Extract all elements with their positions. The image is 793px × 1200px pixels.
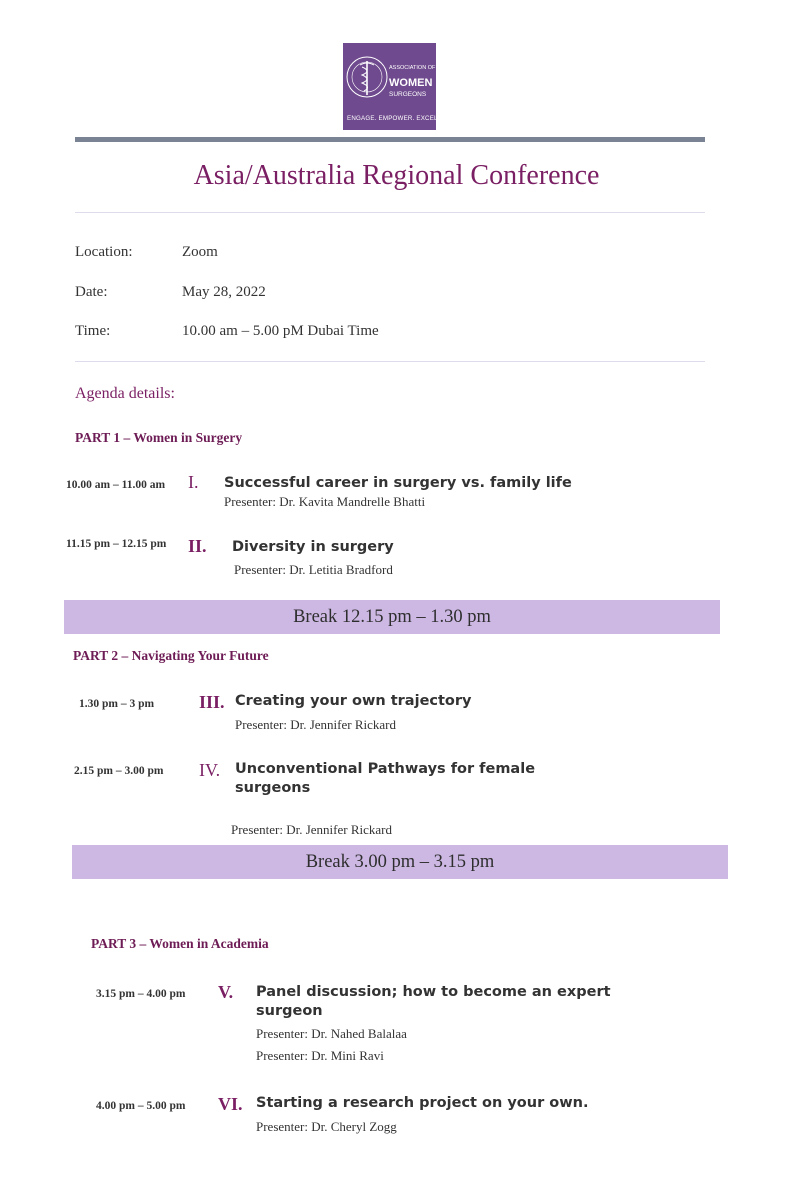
session-1-numeral: I. <box>188 472 199 492</box>
session-5-title-line1: Panel discussion; how to become an expert <box>256 984 611 1000</box>
session-4-numeral: IV. <box>199 760 221 780</box>
info-divider <box>75 361 705 362</box>
location-value: Zoom <box>182 244 218 260</box>
session-2-time: 11.15 pm – 12.15 pm <box>66 538 167 550</box>
session-4-title-line1: Unconventional Pathways for female <box>235 761 536 777</box>
part-1-header: PART 1 – Women in Surgery <box>75 430 243 445</box>
break-2-band <box>72 845 728 879</box>
session-3-numeral: III. <box>199 692 225 712</box>
date-value: May 28, 2022 <box>182 284 266 300</box>
session-6-time: 4.00 pm – 5.00 pm <box>96 1100 186 1112</box>
session-6-title: Starting a research project on your own. <box>256 1095 589 1111</box>
session-4-time: 2.15 pm – 3.00 pm <box>74 765 164 777</box>
session-3-time: 1.30 pm – 3 pm <box>79 698 155 710</box>
session-5-time: 3.15 pm – 4.00 pm <box>96 988 186 1000</box>
logo-tagline: ENGAGE. EMPOWER. EXCEL. <box>347 115 440 122</box>
logo-org-line3: SURGEONS <box>389 91 427 98</box>
logo-org-line1: ASSOCIATION OF <box>389 65 436 71</box>
association-logo <box>343 43 440 130</box>
time-value: 10.00 am – 5.00 pM Dubai Time <box>182 323 379 339</box>
session-5-presenter-1: Presenter: Dr. Nahed Balalaa <box>256 1026 407 1041</box>
time-label: Time: <box>75 323 111 339</box>
session-6-presenter: Presenter: Dr. Cheryl Zogg <box>256 1119 397 1134</box>
session-5-title-line2: surgeon <box>256 1003 323 1019</box>
break-1-label: Break 12.15 pm – 1.30 pm <box>293 607 491 627</box>
session-4-title-line2: surgeons <box>235 780 311 796</box>
session-2-presenter: Presenter: Dr. Letitia Bradford <box>234 562 393 577</box>
logo-org-line2: WOMEN <box>389 77 433 89</box>
agenda-header: Agenda details: <box>75 385 175 402</box>
session-3-title: Creating your own trajectory <box>235 693 472 709</box>
session-2-title: Diversity in surgery <box>232 539 394 555</box>
break-1-band <box>64 600 720 634</box>
break-2-label: Break 3.00 pm – 3.15 pm <box>305 852 495 872</box>
session-4-presenter: Presenter: Dr. Jennifer Rickard <box>231 822 393 837</box>
location-label: Location: <box>75 244 133 260</box>
title-divider <box>75 212 705 213</box>
session-1-presenter: Presenter: Dr. Kavita Mandrelle Bhatti <box>224 494 426 509</box>
session-6-numeral: VI. <box>218 1094 243 1114</box>
session-1-title: Successful career in surgery vs. family life <box>224 475 572 491</box>
part-2-header: PART 2 – Navigating Your Future <box>73 648 269 663</box>
page-title: Asia/Australia Regional Conference <box>193 160 600 191</box>
session-3-presenter: Presenter: Dr. Jennifer Rickard <box>235 717 397 732</box>
part-3-header: PART 3 – Women in Academia <box>91 936 269 951</box>
session-5-numeral: V. <box>218 982 234 1002</box>
session-5-presenter-2: Presenter: Dr. Mini Ravi <box>256 1048 384 1063</box>
date-label: Date: <box>75 284 108 300</box>
session-2-numeral: II. <box>188 536 207 556</box>
session-1-time: 10.00 am – 11.00 am <box>66 479 166 491</box>
header-divider <box>75 137 705 142</box>
